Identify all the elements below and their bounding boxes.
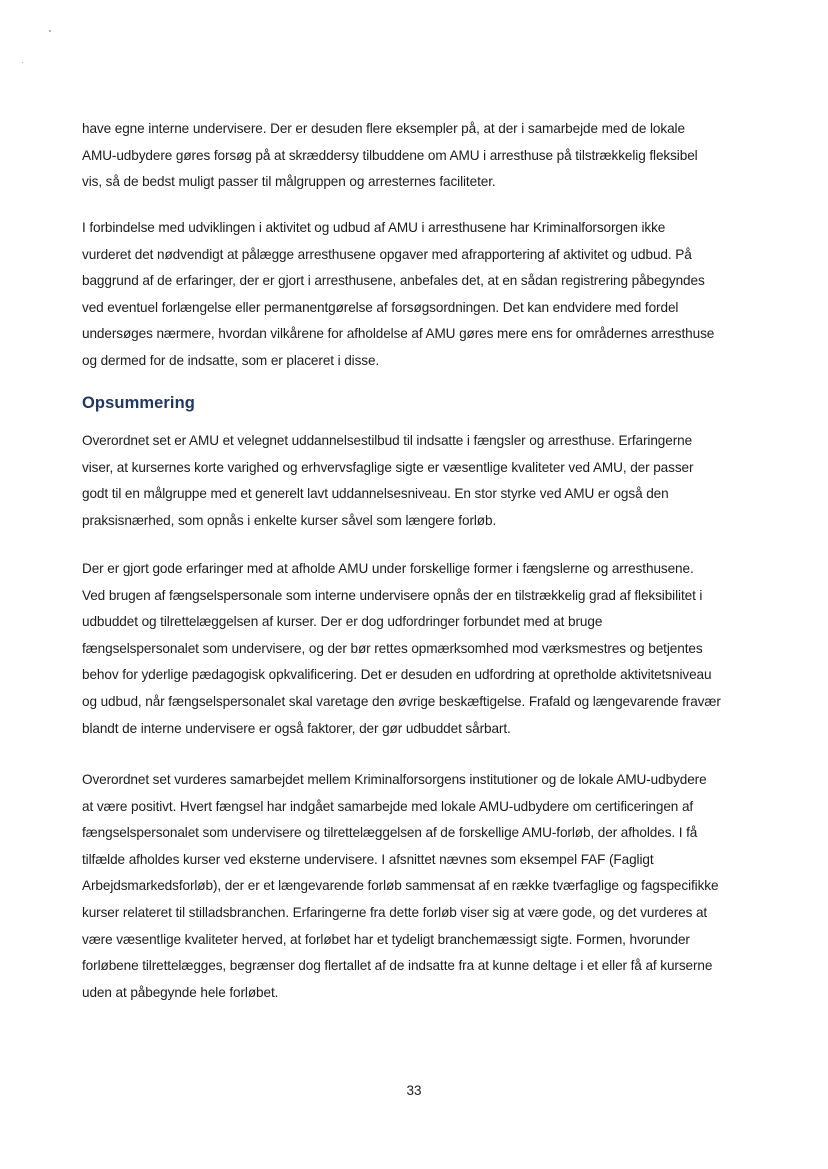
text-line: AMU-udbydere gøres forsøg på at skræddersy tilbuddene om AMU i arresthuse på tilstrækkelig fleksibel [82, 147, 698, 163]
text-line: undersøges nærmere, hvordan vilkårene for afholdelse af AMU gøres mere ens for områdernes arresthuse [82, 326, 715, 342]
paragraph-overordnet-amu [82, 428, 754, 534]
text-line: udbuddet og tilrettelæggelsen af kurser. Der er dog udfordringer forbundet med at bruge [82, 614, 603, 630]
text-line: Overordnet set vurderes samarbejdet mellem Kriminalforsorgens institutioner og de lokale AMU-udbydere [82, 772, 707, 787]
text-line: praksisnærhed, som opnås i enkelte kurser såvel som længere forløb. [82, 512, 497, 528]
text-line: tilfælde afholdes kurser ved eksterne undervisere. I afsnittet nævnes som eksempel FAF (Fagligt [82, 851, 654, 867]
text-line: og dermed for de indsatte, som er placeret i disse. [82, 352, 380, 368]
text-line: at være positivt. Hvert fængsel har indgået samarbejde med lokale AMU-udbydere om certificeringen af [82, 798, 694, 814]
text-line: Ved brugen af fængselspersonale som interne undervisere opnås der en tilstrækkelig grad af fleksibilitet i [82, 587, 703, 603]
text-line: Der er gjort gode erfaringer med at afholde AMU under forskellige former i fængslerne og arresthusene. [82, 561, 694, 576]
text-line: fængselspersonalet som undervisere og tilrettelæggelsen af de forskellige AMU-forløb, der afholdes. I få [82, 825, 698, 841]
paragraph-erfaringer [82, 556, 754, 742]
text-line: vis, så de bedst muligt passer til målgruppen og arresternes faciliteter. [82, 174, 496, 190]
text-line: have egne interne undervisere. Der er desuden flere eksempler på, at der i samarbejde med de lokale [82, 121, 685, 136]
page-number: 33 [406, 1083, 422, 1098]
paragraph-registrering [82, 215, 754, 375]
text-line: viser, at kursernes korte varighed og erhvervsfaglige sigte er væsentlige kvaliteter ved AMU, der passer [82, 459, 694, 475]
section-heading: Opsummering [82, 394, 195, 412]
text-line: I forbindelse med udviklingen i aktivitet og udbud af AMU i arresthusene har Kriminalforsorgen ikke [82, 220, 666, 235]
scan-speck [22, 62, 23, 63]
text-line: blandt de interne undervisere er også faktorer, der gør udbuddet sårbart. [82, 720, 511, 736]
text-line: forløbene tilrettelægges, begrænser dog flertallet af de indsatte fra at kunne deltage i et eller få af kurserne [82, 958, 713, 974]
text-line: uden at påbegynde hele forløbet. [82, 984, 279, 1000]
text-line: behov for yderlige pædagogisk opkvalificering. Det er desuden en udfordring at opretholde aktivitetsniveau [82, 667, 712, 683]
paragraph-samarbejde [82, 767, 754, 1006]
scan-speck [49, 30, 51, 32]
text-line: godt til en målgruppe med et generelt lavt uddannelsesniveau. En stor styrke ved AMU er også den [82, 486, 669, 502]
text-line: vurderet det nødvendigt at pålægge arresthusene opgaver med afrapportering af aktivitet og udbud. På [82, 246, 692, 262]
text-line: fængselspersonalet som undervisere, og der bør rettes opmærksomhed mod værksmestres og betjentes [82, 640, 703, 656]
text-line: baggrund af de erfaringer, der er gjort i arresthusene, anbefales det, at en sådan registrering påbegyndes [82, 273, 705, 289]
text-line: Overordnet set er AMU et velegnet uddannelsestilbud til indsatte i fængsler og arresthuse. Erfaringerne [82, 433, 693, 448]
text-line: ved eventuel forlængelse eller permanentgørelse af forsøgsordningen. Det kan endvidere med fordel [82, 299, 679, 315]
text-line: kurser relateret til stilladsbranchen. Erfaringerne fra dette forløb viser sig at være gode, og det vurderes at [82, 904, 708, 920]
text-line: Arbejdsmarkedsforløb), der er et længevarende forløb sammensat af en række tværfaglige og fagspecifikke [82, 878, 719, 894]
text-line: være væsentlige kvaliteter herved, at forløbet har et tydeligt branchemæssigt sigte. Formen, hvorunder [82, 931, 690, 947]
paragraph-arresthuse-intro [82, 116, 754, 196]
text-line: og udbud, når fængselspersonalet skal varetage den øvrige beskæftigelse. Frafald og længevarende fravær [82, 693, 721, 709]
